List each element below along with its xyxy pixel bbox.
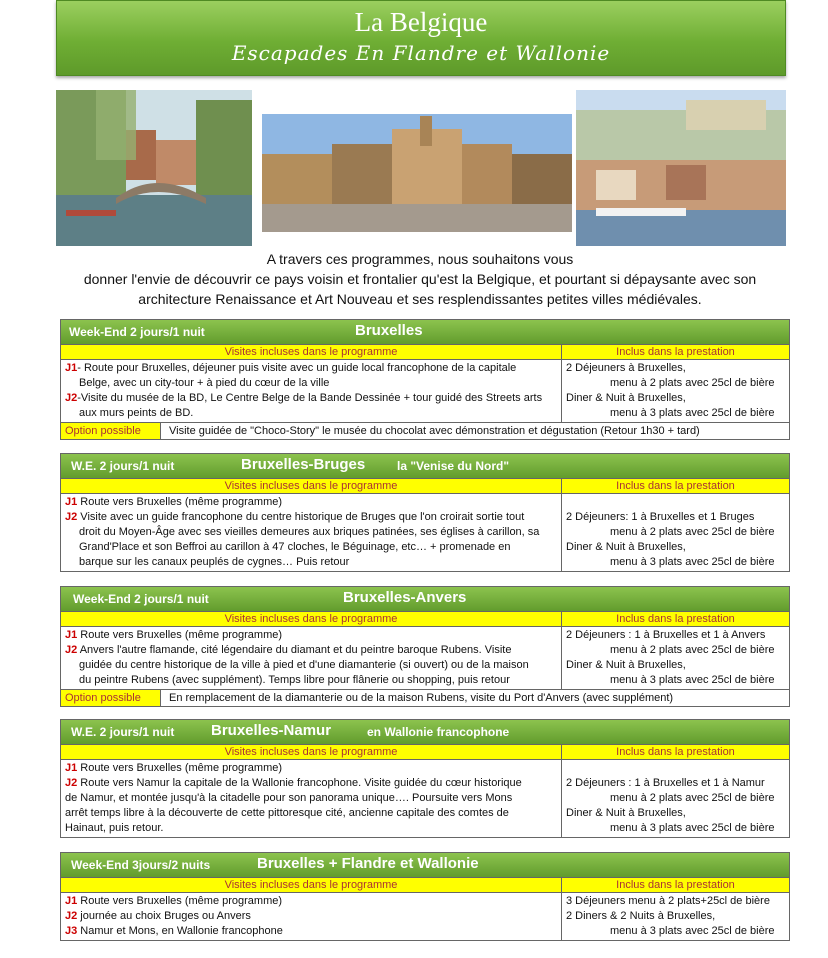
included-item: 2 Déjeuners : 1 à Bruxelles et 1 à Namur <box>566 777 765 789</box>
day-tag: J2 <box>65 910 78 922</box>
included-item: Diner & Nuit à Bruxelles, <box>566 541 686 553</box>
included-item: 2 Déjeuners: 1 à Bruxelles et 1 Bruges <box>566 511 755 523</box>
page-subtitle: Escapades En Flandre et Wallonie <box>231 41 611 65</box>
program-bruxelles-flandre-wallonie <box>60 852 790 941</box>
program-name: Bruxelles-Bruges <box>241 456 366 473</box>
photo-bruges-canal <box>56 90 252 246</box>
included-item: 2 Diners & 2 Nuits à Bruxelles, <box>566 910 716 922</box>
program-header <box>61 587 789 611</box>
day-text: Route vers Namur la capitale de la Wallonie francophone. Visite guidée du cœur historique <box>77 777 522 789</box>
included-item: menu à 2 plats avec 25cl de bière <box>610 526 775 538</box>
day-tag: J2 <box>65 777 78 789</box>
photo-brussels-grand-place <box>262 114 572 232</box>
day-text: guidée du centre historique de la ville à pied et d'une diamanterie (si ouvert) ou de la maison <box>79 659 529 671</box>
day-text: barque sur les canaux peuplés de cygnes… Puis retour <box>79 556 350 568</box>
included-item: menu à 3 plats avec 25cl de bière <box>610 407 775 419</box>
intro-line: A travers ces programmes, nous souhaitons vous <box>266 251 574 267</box>
day-tag: J1 <box>65 629 78 641</box>
day-text: Route vers Bruxelles (même programme) <box>77 629 283 641</box>
program-name-suffix: en Wallonie francophone <box>367 725 510 739</box>
day-tag: J1 <box>65 762 78 774</box>
included-item: menu à 3 plats avec 25cl de bière <box>610 556 775 568</box>
day-text: Belge, avec un city-tour + à pied du cœur de la ville <box>79 377 330 389</box>
column-header-visits: Visites incluses dans le programme <box>61 478 561 494</box>
program-duration: W.E. 2 jours/1 nuit <box>71 459 175 473</box>
option-label: Option possible <box>61 690 161 706</box>
day-text: de Namur, et montée jusqu'à la citadelle pour son panorama unique…. Poursuite vers Mons <box>65 792 513 804</box>
column-header-visits: Visites incluses dans le programme <box>61 744 561 760</box>
program-duration: Week-End 2 jours/1 nuit <box>73 592 209 606</box>
program-duration: Week-End 3jours/2 nuits <box>71 858 211 872</box>
day-text: du peintre Rubens (avec supplément). Temps libre pour flânerie ou shopping, puis retour <box>79 674 510 686</box>
day-text: aux murs peints de BD. <box>79 407 194 419</box>
day-text: -Visite du musée de la BD, Le Centre Belge de la Bande Dessinée + tour guidé des Streets arts <box>77 392 543 404</box>
day-text: droit du Moyen-Âge avec ses vieilles demeures aux briques patinées, ses églises à carillon, sa <box>79 526 540 538</box>
column-header-visits: Visites incluses dans le programme <box>61 877 561 893</box>
day-text: - Route pour Bruxelles, déjeuner puis visite avec un guide local francophone de la capitale <box>77 362 517 374</box>
page-title: La Belgique <box>354 7 488 37</box>
program-bruxelles-anvers <box>60 586 790 707</box>
included-item: menu à 2 plats avec 25cl de bière <box>610 644 775 656</box>
day-tag: J3 <box>65 925 78 937</box>
column-header-included: Inclus dans la prestation <box>562 478 789 494</box>
program-name: Bruxelles <box>355 322 423 339</box>
included-item: menu à 3 plats avec 25cl de bière <box>610 822 775 834</box>
column-header-visits: Visites incluses dans le programme <box>61 611 561 627</box>
included-item: menu à 3 plats avec 25cl de bière <box>610 674 775 686</box>
day-tag: J1 <box>65 496 78 508</box>
program-duration: Week-End 2 jours/1 nuit <box>69 325 205 339</box>
title-banner <box>56 0 786 76</box>
column-header-included: Inclus dans la prestation <box>562 877 789 893</box>
included-item: 2 Déjeuners : 1 à Bruxelles et 1 à Anvers <box>566 629 766 641</box>
column-header-visits: Visites incluses dans le programme <box>61 344 561 360</box>
day-text: Route vers Bruxelles (même programme) <box>77 762 283 774</box>
option-label: Option possible <box>61 423 161 439</box>
day-text: Route vers Bruxelles (même programme) <box>77 496 283 508</box>
day-tag: J1 <box>65 362 78 374</box>
program-name-suffix: la "Venise du Nord" <box>397 459 510 473</box>
program-name: Bruxelles-Namur <box>211 722 332 739</box>
program-name: Bruxelles-Anvers <box>343 589 467 606</box>
day-tag: J1 <box>65 895 78 907</box>
day-text: arrêt temps libre à la découverte de cette pittoresque cité, ancienne capitale des comtes de <box>65 807 509 819</box>
included-item: Diner & Nuit à Bruxelles, <box>566 807 686 819</box>
intro-line: architecture Renaissance et Art Nouveau et ses resplendissantes petites villes médiévales. <box>138 291 702 307</box>
included-item: menu à 2 plats avec 25cl de bière <box>610 377 775 389</box>
included-item: menu à 3 plats avec 25cl de bière <box>610 925 775 937</box>
included-item: 2 Déjeuners à Bruxelles, <box>566 362 686 374</box>
program-header <box>61 320 789 344</box>
program-header <box>61 720 789 744</box>
program-header <box>61 454 789 478</box>
day-text: Hainaut, puis retour. <box>65 822 164 834</box>
program-bruxelles-namur <box>60 719 790 838</box>
program-bruxelles-bruges <box>60 453 790 572</box>
day-text: Route vers Bruxelles (même programme) <box>77 895 283 907</box>
option-text: Visite guidée de "Choco-Story" le musée du chocolat avec démonstration et dégustation (Retour 1h30 + tard) <box>169 425 700 437</box>
day-text: Namur et Mons, en Wallonie francophone <box>77 925 283 937</box>
program-header <box>61 853 789 877</box>
column-header-included: Inclus dans la prestation <box>562 344 789 360</box>
program-duration: W.E. 2 jours/1 nuit <box>71 725 175 739</box>
day-text: Grand'Place et son Beffroi au carillon à 47 cloches, le Béguinage, etc… + promenade en <box>79 541 511 553</box>
day-text: Anvers l'autre flamande, cité légendaire du diamant et du peintre baroque Rubens. Visite <box>77 644 512 656</box>
included-item: 3 Déjeuners menu à 2 plats+25cl de bière <box>566 895 770 907</box>
photo-namur-citadel <box>576 90 786 246</box>
program-bruxelles <box>60 319 790 440</box>
day-tag: J2 <box>65 392 78 404</box>
day-text: Visite avec un guide francophone du centre historique de Bruges que l'on croirait sortie tout <box>77 511 525 523</box>
intro-line: donner l'envie de découvrir ce pays voisin et frontalier qu'est la Belgique, et pourtant si dépaysante avec son <box>83 271 757 287</box>
included-item: Diner & Nuit à Bruxelles, <box>566 392 686 404</box>
intro-text <box>50 249 790 309</box>
option-text: En remplacement de la diamanterie ou de la maison Rubens, visite du Port d'Anvers (avec supplément) <box>169 692 674 704</box>
included-item: menu à 2 plats avec 25cl de bière <box>610 792 775 804</box>
column-header-included: Inclus dans la prestation <box>562 744 789 760</box>
column-header-included: Inclus dans la prestation <box>562 611 789 627</box>
day-text: journée au choix Bruges ou Anvers <box>77 910 251 922</box>
program-name: Bruxelles + Flandre et Wallonie <box>257 855 479 872</box>
day-tag: J2 <box>65 644 78 656</box>
day-tag: J2 <box>65 511 78 523</box>
included-item: Diner & Nuit à Bruxelles, <box>566 659 686 671</box>
